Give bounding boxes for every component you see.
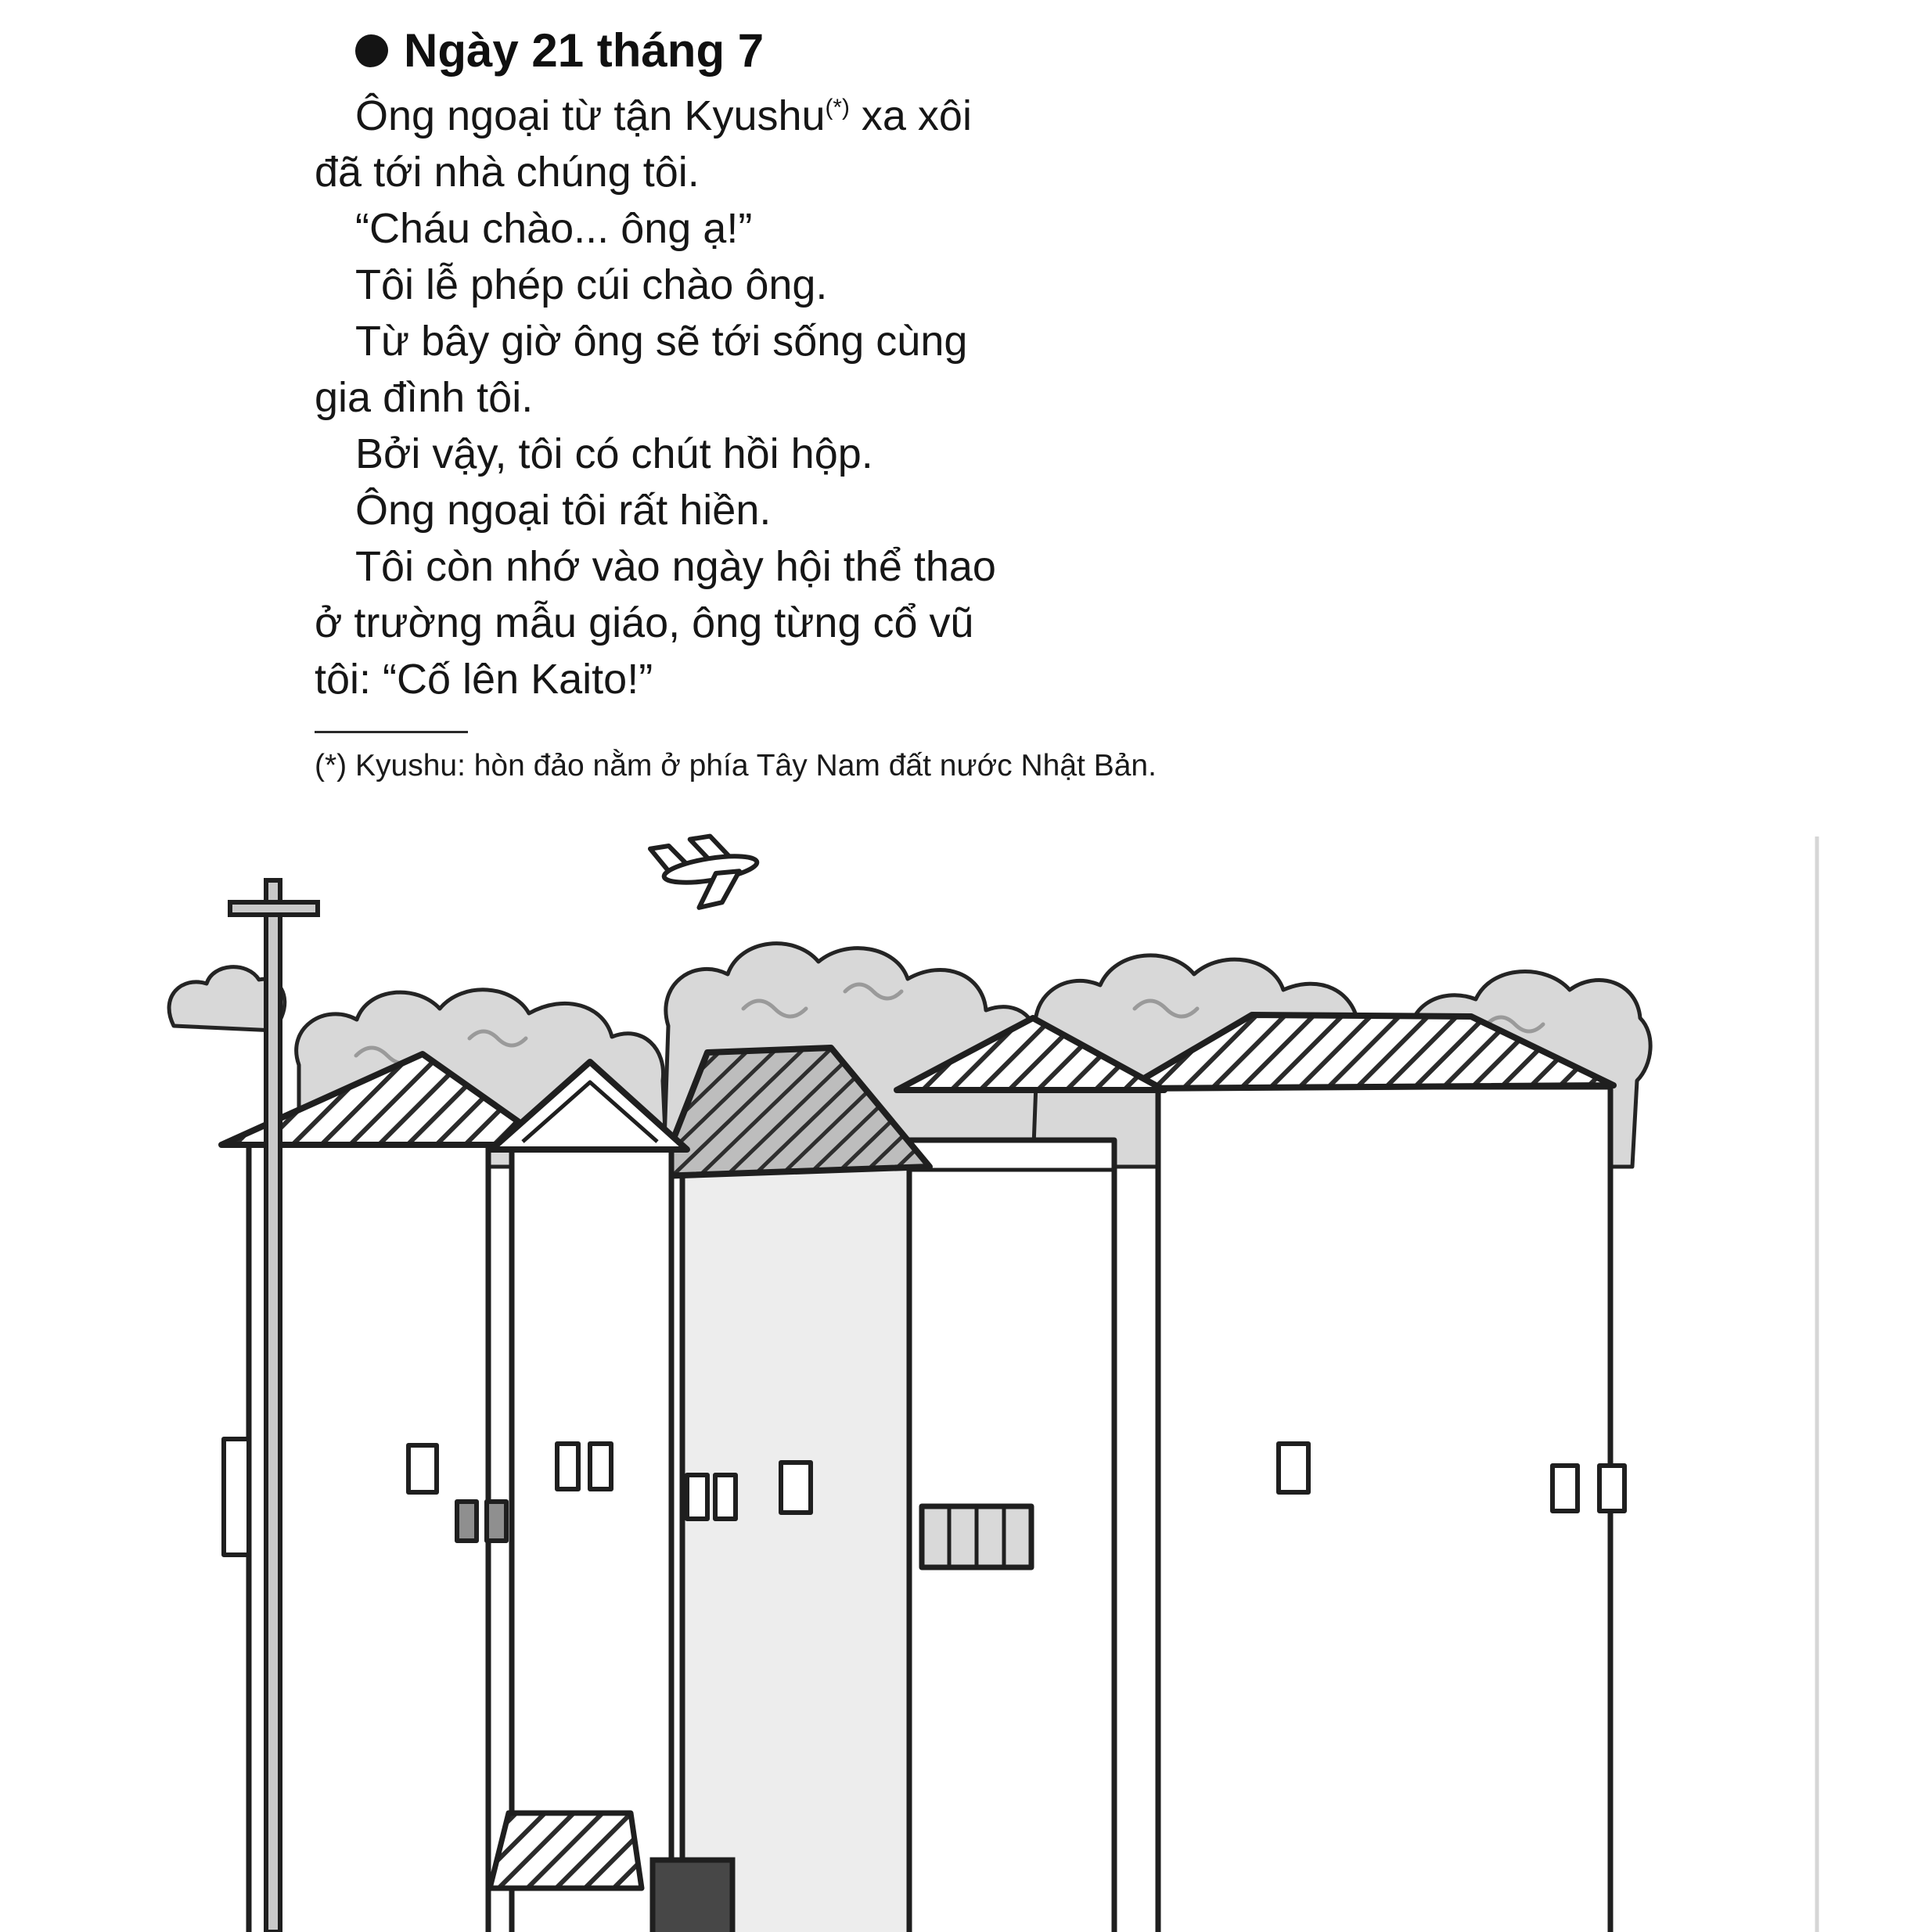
story-lines bbox=[315, 88, 1301, 707]
illustration bbox=[0, 829, 1932, 1932]
story-line bbox=[315, 369, 1301, 426]
house-center bbox=[659, 1048, 930, 1932]
story-text-segment: Ông ngoại tôi rất hiền. bbox=[355, 487, 772, 534]
diary-heading-text: Ngày 21 tháng 7 bbox=[404, 24, 765, 77]
story-line bbox=[315, 200, 1301, 257]
story-text-segment: “Cháu chào... ông ạ!” bbox=[355, 205, 753, 252]
story-line bbox=[315, 538, 1301, 595]
barred-window bbox=[922, 1506, 1031, 1567]
doorway bbox=[653, 1860, 732, 1932]
story-line bbox=[315, 88, 1301, 144]
story-line bbox=[315, 257, 1301, 313]
diary-heading bbox=[315, 20, 1301, 81]
house-left-center bbox=[490, 1062, 687, 1932]
footnote-marker: (*) bbox=[825, 95, 850, 121]
airplane bbox=[649, 829, 762, 914]
story-text-segment: Tôi còn nhớ vào ngày hội thể thao bbox=[355, 543, 996, 590]
story-line bbox=[315, 482, 1301, 538]
story-line bbox=[315, 144, 1301, 200]
story-text-segment: xa xôi bbox=[849, 92, 972, 139]
text-block bbox=[315, 20, 1301, 786]
story-text-segment: tôi: “Cố lên Kaito!” bbox=[315, 656, 653, 703]
story-line bbox=[315, 313, 1301, 369]
story-text-segment: Từ bây giờ ông sẽ tới sống cùng bbox=[355, 318, 968, 365]
footnote-divider bbox=[315, 731, 468, 733]
footnote-text: (*) Kyushu: hòn đảo nằm ở phía Tây Nam đất nước Nhật Bản. bbox=[315, 749, 1157, 783]
story-text-segment: đã tới nhà chúng tôi. bbox=[315, 149, 700, 196]
story-line bbox=[315, 595, 1301, 651]
story-text-segment: gia đình tôi. bbox=[315, 374, 534, 421]
story-line bbox=[315, 426, 1301, 482]
story-text-segment: Ông ngoại từ tận Kyushu bbox=[355, 92, 826, 139]
awning bbox=[490, 1813, 642, 1888]
story-line bbox=[315, 651, 1301, 707]
story-text-segment: ở trường mẫu giáo, ông từng cổ vũ bbox=[315, 599, 974, 646]
story-text-segment: Bởi vậy, tôi có chút hồi hộp. bbox=[355, 430, 873, 477]
scribble-bullet-icon bbox=[355, 34, 388, 67]
story-text-segment: Tôi lễ phép cúi chào ông. bbox=[355, 261, 828, 308]
